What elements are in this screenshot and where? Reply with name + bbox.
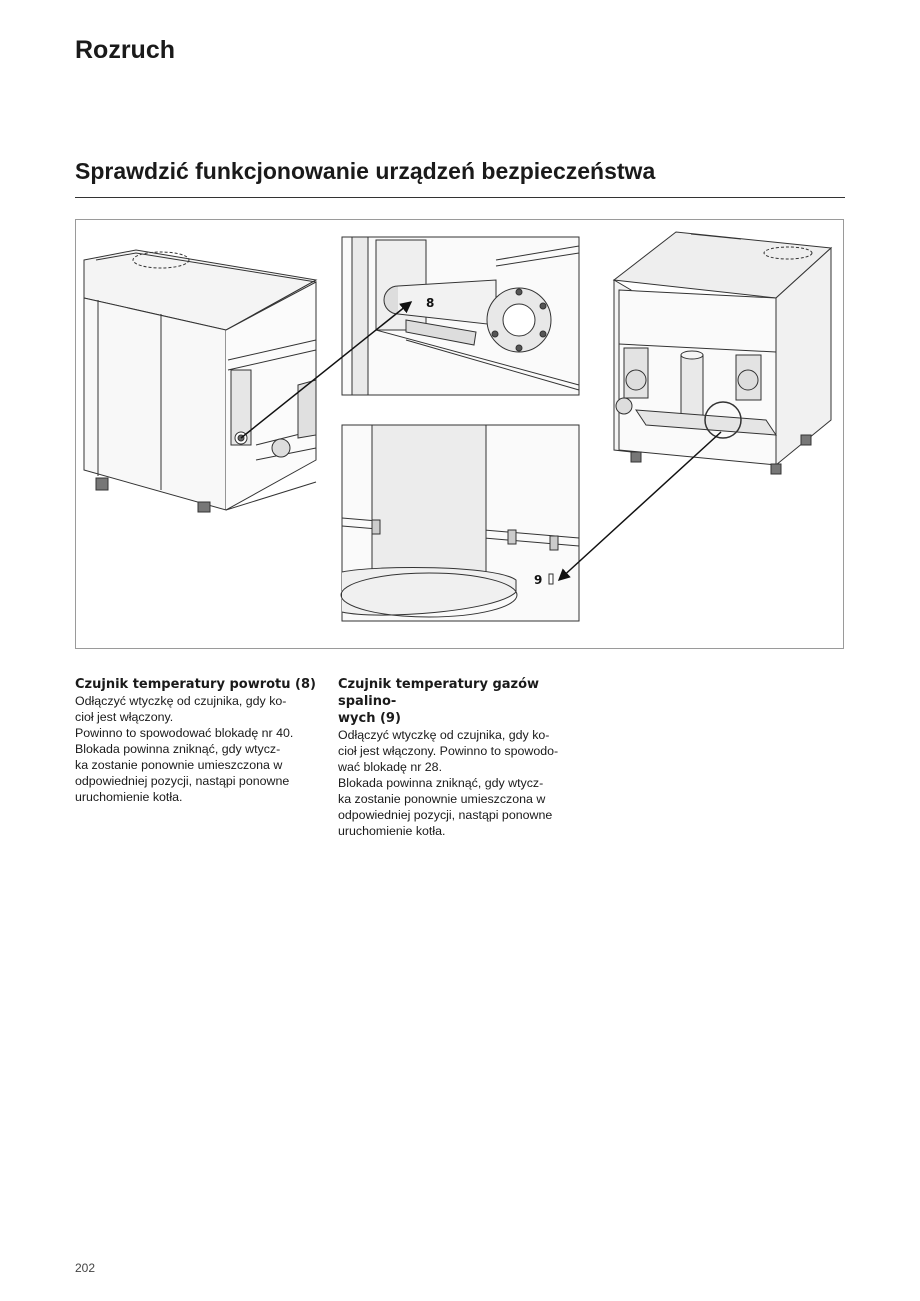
heading-line: Czujnik temperatury gazów spalino- <box>338 677 540 709</box>
heading-line: wych (9) <box>338 711 401 726</box>
boiler-right-view <box>614 232 831 474</box>
callout-8: 8 <box>426 296 435 310</box>
text-line: odpowiedniej pozycji, nastąpi ponowne <box>75 774 290 788</box>
technical-illustration <box>76 220 845 650</box>
title-rule <box>75 197 845 198</box>
text-line: uruchomienie kotła. <box>75 790 183 804</box>
text-line: cioł jest włączony. Powinno to spowodo- <box>338 744 559 758</box>
text-line: Powinno to spowodować blokadę nr 40. <box>75 726 294 740</box>
text-column-return-sensor <box>75 676 319 805</box>
text-line: odpowiedniej pozycji, nastąpi ponowne <box>338 808 553 822</box>
figure-frame <box>75 219 844 649</box>
callout-9: 9 <box>534 573 543 587</box>
text-line: ka zostanie ponownie umieszczona w <box>75 758 283 772</box>
text-line: ka zostanie ponownie umieszczona w <box>338 792 546 806</box>
section-title: Sprawdzić funkcjonowanie urządzeń bezpieczeństwa <box>75 158 656 184</box>
text-line: cioł jest włączony. <box>75 710 174 724</box>
text-line: Odłączyć wtyczkę od czujnika, gdy ko- <box>338 728 550 742</box>
heading-return-temp-sensor: Czujnik temperatury powrotu (8) <box>75 677 316 692</box>
text-line: uruchomienie kotła. <box>338 824 446 838</box>
text-line: Blokada powinna zniknąć, gdy wtycz- <box>75 742 281 756</box>
text-line: wać blokadę nr 28. <box>338 760 443 774</box>
detail-sensor-8 <box>342 237 579 395</box>
chapter-title: Rozruch <box>75 36 175 64</box>
text-line: Odłączyć wtyczkę od czujnika, gdy ko- <box>75 694 287 708</box>
text-line: Blokada powinna zniknąć, gdy wtycz- <box>338 776 544 790</box>
detail-sensor-9 <box>341 425 579 621</box>
text-column-flue-gas-sensor <box>338 676 582 839</box>
heading-flue-gas-temp-sensor <box>338 676 582 727</box>
boiler-left-view <box>84 250 316 512</box>
page-number: 202 <box>75 1261 96 1275</box>
